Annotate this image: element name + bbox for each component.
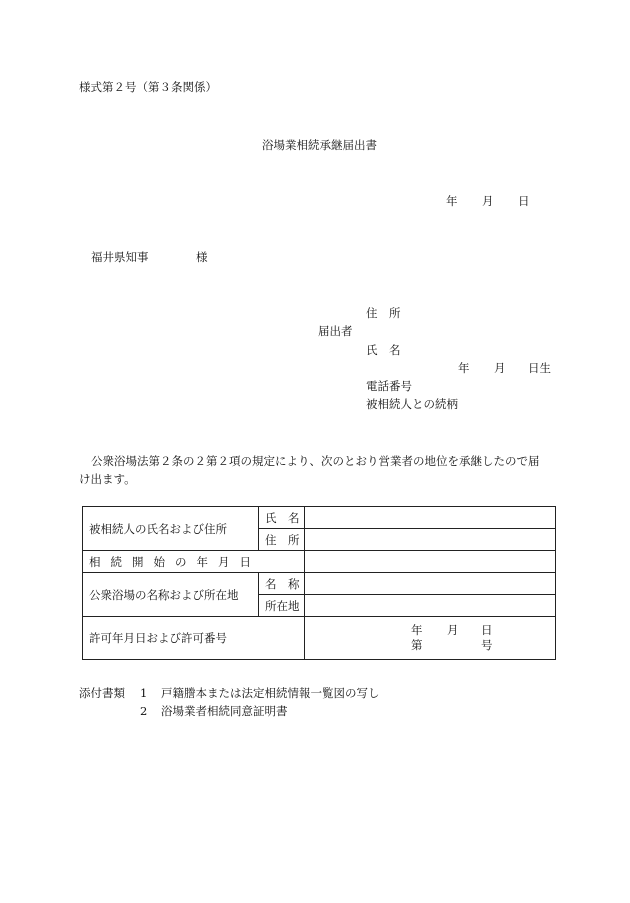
date-day: 日 [518,194,530,208]
birth-day: 日生 [528,361,551,375]
start-date-label-cell [83,551,305,573]
permit-year: 年 [411,623,423,637]
permit-day: 日 [481,623,493,637]
deceased-name-label-cell [259,507,305,529]
permit-number-prefix: 第 [411,638,423,652]
start-date-char: の [175,554,187,569]
permit-value-cell[interactable] [305,617,556,660]
phone-label: 電話番号 [366,379,412,393]
deceased-address-label-cell [259,529,305,551]
deceased-name-value[interactable] [305,507,556,529]
permit-label: 許可年月日および許可番号 [89,631,227,645]
date-month: 月 [482,194,494,208]
attachment-num: 2 [140,704,148,718]
start-date-char: 年 [196,554,208,569]
start-date-char: 始 [153,554,165,569]
addressee-honorific: 様 [196,250,208,264]
deceased-label-cell [83,507,259,551]
date-year: 年 [446,194,458,208]
page-title: 浴場業相続承継届出書 [262,138,377,152]
start-date-char: 開 [132,554,144,569]
form-number: 様式第２号（第３条関係） [79,80,217,94]
facility-name-label: 名 称 [265,576,300,591]
birth-month: 月 [494,361,506,375]
body-line-2: け出ます。 [79,472,136,486]
notifier-address-label: 住 所 [366,306,401,320]
start-date-char: 日 [239,554,251,569]
permit-month: 月 [447,623,459,637]
notifier-label: 届出者 [318,324,353,338]
notifier-name-label: 氏 名 [366,343,401,357]
attachment-text: 戸籍謄本または法定相続情報一覧図の写し [161,686,380,700]
start-date-char: 続 [110,554,122,569]
deceased-name-label: 氏 名 [265,510,300,525]
start-date-char: 月 [218,554,230,569]
birth-year: 年 [458,361,470,375]
location-label-cell [259,595,305,617]
start-date-char: 相 [89,554,101,569]
facility-name-value[interactable] [305,573,556,595]
deceased-address-label: 住 所 [265,532,300,547]
body-line-1: 公衆浴場法第２条の２第２項の規定により、次のとおり営業者の地位を承継したので届 [91,454,540,468]
attachment-text: 浴場業者相続同意証明書 [161,704,288,718]
permit-number-suffix: 号 [481,638,493,652]
facility-name-label-cell [259,573,305,595]
attachment-num: 1 [140,686,148,700]
succession-table [82,506,556,660]
deceased-label: 被相続人の氏名および住所 [89,521,227,536]
location-label: 所在地 [265,598,300,613]
facility-label: 公衆浴場の名称および所在地 [89,587,239,602]
start-date-value[interactable] [305,551,556,573]
addressee-name: 福井県知事 [91,250,149,264]
facility-label-cell [83,573,259,617]
relation-label: 被相続人との続柄 [366,397,458,411]
attachments-label: 添付書類 [79,686,125,700]
permit-label-cell [83,617,305,660]
location-value[interactable] [305,595,556,617]
deceased-address-value[interactable] [305,529,556,551]
start-date-label [89,554,251,570]
